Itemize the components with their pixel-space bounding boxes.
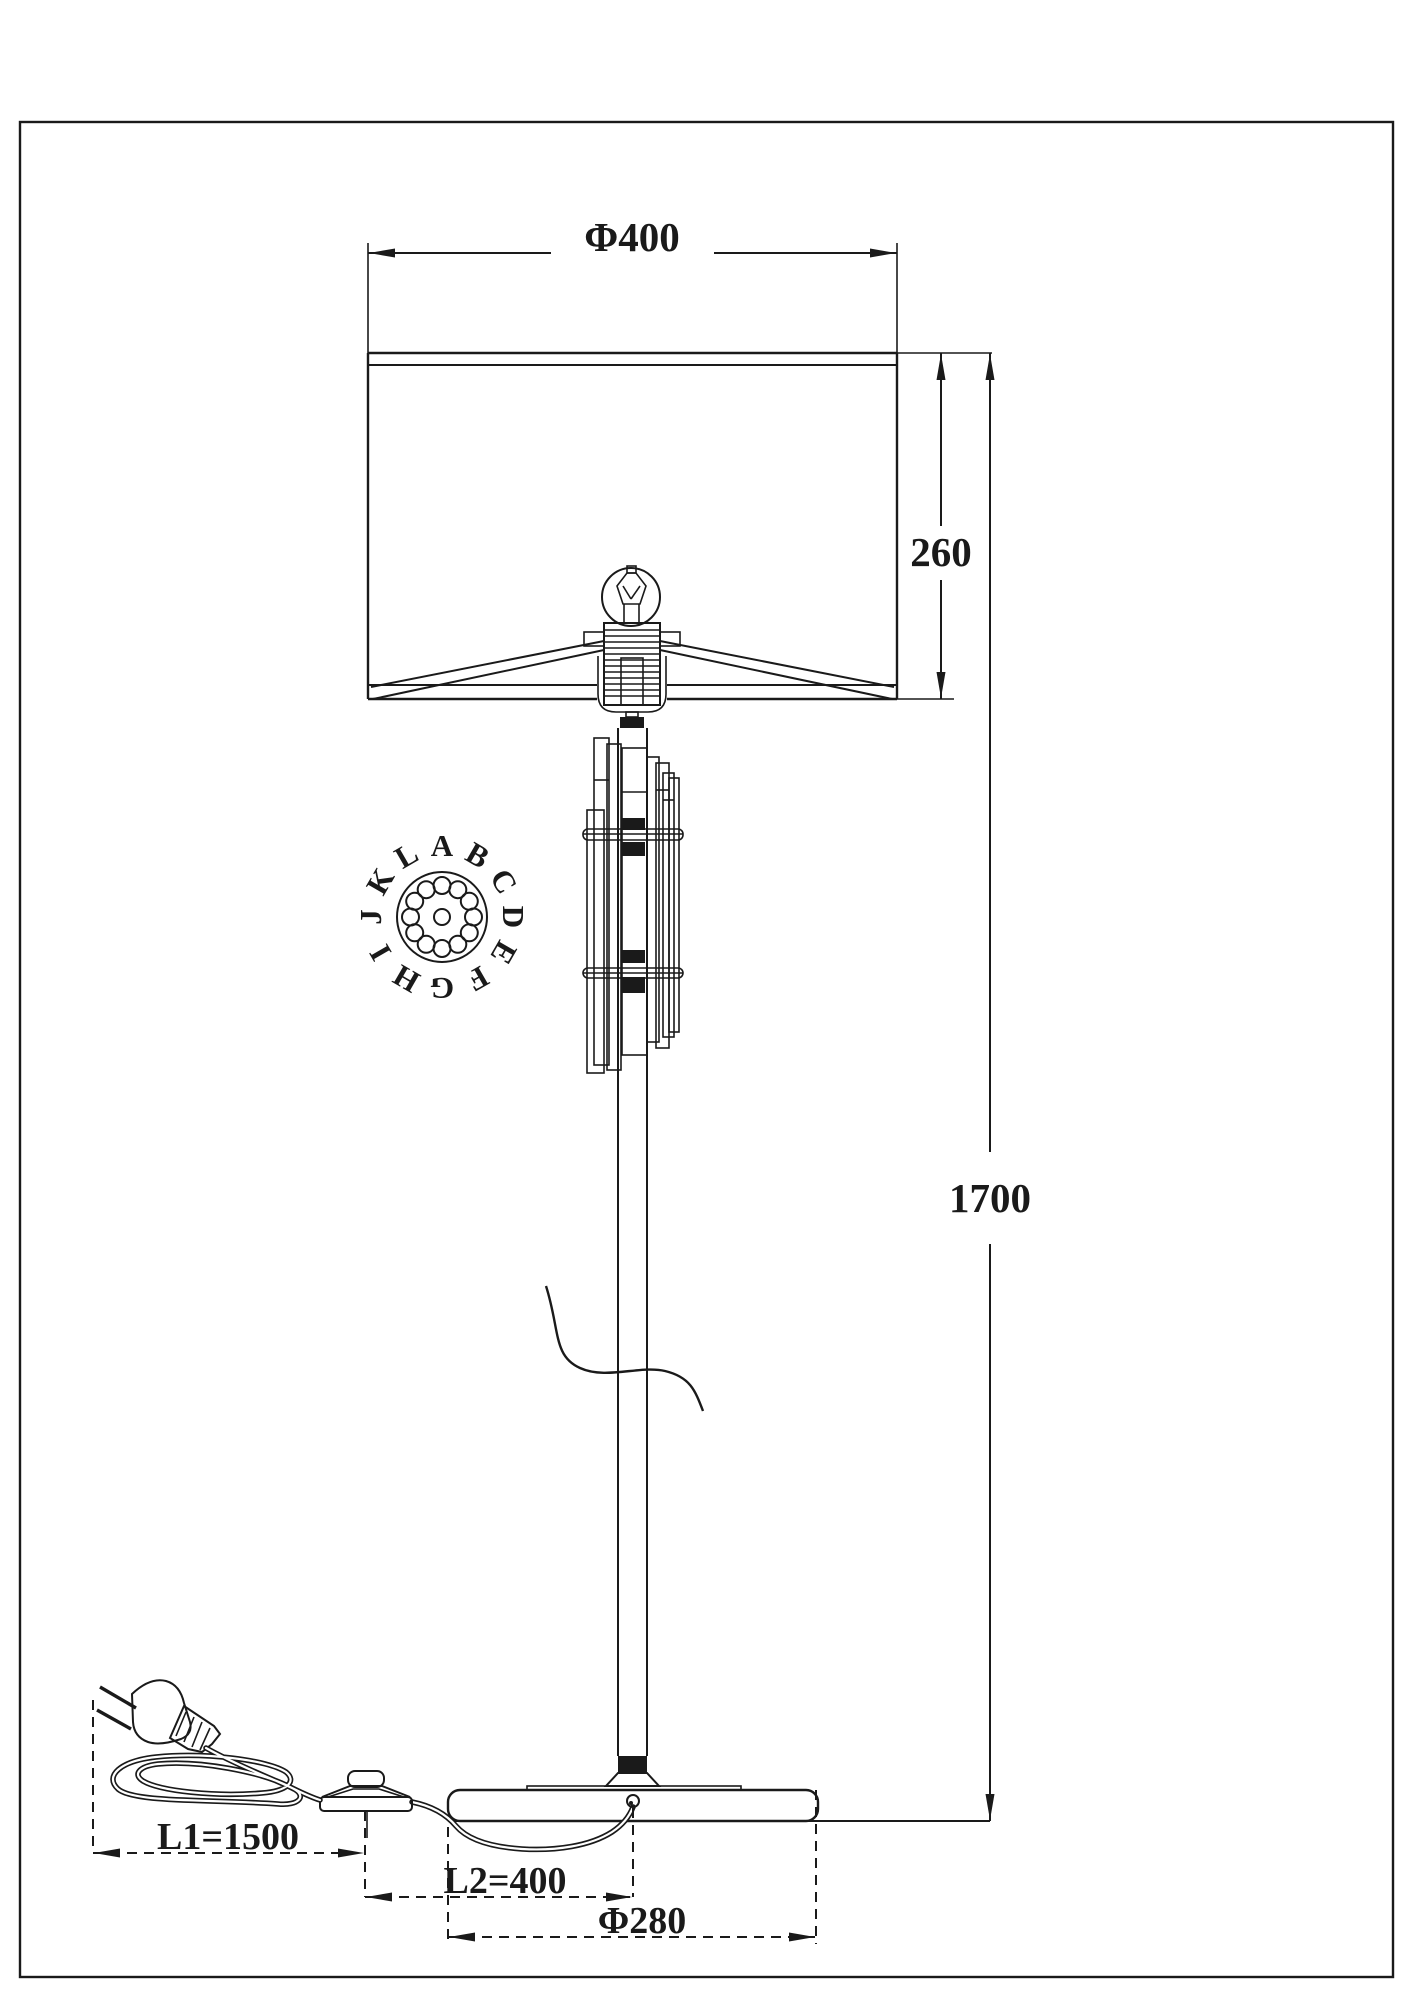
arrowhead: [986, 1794, 995, 1820]
rod-hole: [461, 893, 478, 910]
arrowhead: [986, 354, 995, 380]
arrowhead: [94, 1849, 120, 1858]
lamp-base: [412, 1786, 818, 1849]
crystal-rod: [647, 757, 659, 1042]
switch-button: [348, 1771, 384, 1787]
lamp-socket: [584, 623, 680, 728]
arrowhead: [937, 354, 946, 380]
arrowhead: [789, 1933, 815, 1942]
cord-grommet-dot: [629, 1801, 633, 1805]
pole-foot-flare: [606, 1773, 659, 1786]
arrowhead: [449, 1933, 475, 1942]
dimension-shade-height: [897, 353, 992, 699]
pole-black-band: [622, 842, 645, 856]
boot-rib: [176, 1712, 186, 1736]
rod-hole: [418, 881, 435, 898]
spider-arm: [660, 650, 892, 699]
pole-black-band: [622, 977, 645, 993]
detail-view-rod-plate: [353, 828, 531, 1006]
spider-arm: [660, 641, 894, 687]
rod-hole: [465, 909, 482, 926]
arrowhead: [338, 1849, 364, 1858]
switch-base: [320, 1797, 412, 1811]
plug-prong: [100, 1687, 136, 1708]
rod-hole: [434, 940, 451, 957]
bulb-filament: [617, 566, 646, 623]
arrowhead: [369, 249, 395, 258]
plug-prong: [97, 1710, 131, 1729]
detail-letter: C: [483, 862, 525, 900]
detail-letter: F: [460, 959, 495, 999]
boot-rib: [192, 1722, 202, 1747]
internal-cord-squiggle: [546, 1286, 703, 1411]
cord-l1-label: L1=1500: [157, 1816, 299, 1858]
base-cord-inner: [412, 1802, 633, 1849]
filament-line: [623, 586, 631, 599]
power-plug: [97, 1680, 220, 1752]
arrowhead: [870, 249, 896, 258]
crystal-rod-center: [622, 748, 647, 1055]
rod-hole: [406, 924, 423, 941]
base-diameter-label: Φ280: [597, 1900, 687, 1942]
socket-slot: [621, 658, 643, 705]
base-cord: [412, 1802, 633, 1849]
plate-center-hole: [434, 909, 450, 925]
detail-letter: G: [429, 971, 455, 1006]
rod-hole: [449, 936, 466, 953]
detail-letter: L: [388, 834, 424, 876]
detail-letter: J: [353, 909, 388, 925]
lamp-shade: [368, 353, 897, 699]
shade-height-label: 260: [910, 529, 972, 575]
pole-black-band: [622, 950, 645, 963]
detail-letter: K: [358, 862, 402, 901]
shade-diameter-label: Φ400: [584, 214, 680, 260]
pole-black-band: [620, 717, 644, 728]
detail-letter: D: [496, 905, 531, 929]
cord-l2-label: L2=400: [443, 1860, 567, 1902]
filament-body: [617, 573, 646, 604]
pole-foot-band: [618, 1756, 647, 1773]
crystal-rod: [587, 810, 604, 1073]
socket-nipple: [626, 712, 638, 717]
detail-letter: E: [483, 935, 525, 971]
crystal-ornament: [583, 738, 683, 1073]
foot-switch: [320, 1771, 412, 1838]
spider-arm: [373, 650, 604, 699]
rod-hole: [402, 909, 419, 926]
coiled-cord: [113, 1748, 320, 1804]
detail-letter: A: [430, 828, 454, 863]
detail-letter: B: [460, 834, 496, 876]
filament-line: [631, 586, 640, 599]
bulb-socket-assembly: [371, 566, 894, 728]
drawing-frame: [20, 122, 1393, 1977]
arrowhead: [937, 672, 946, 698]
detail-letter: H: [387, 957, 426, 1001]
arrowhead: [366, 1893, 392, 1902]
plug-boot: [170, 1706, 220, 1752]
light-bulb: [602, 568, 660, 626]
detail-letter: I: [361, 938, 399, 967]
spider-arm: [371, 641, 604, 687]
total-height-label: 1700: [949, 1175, 1031, 1221]
dimension-shade-diameter: [368, 214, 897, 353]
rod-hole: [434, 877, 451, 894]
plate-outer-circle: [397, 872, 487, 962]
